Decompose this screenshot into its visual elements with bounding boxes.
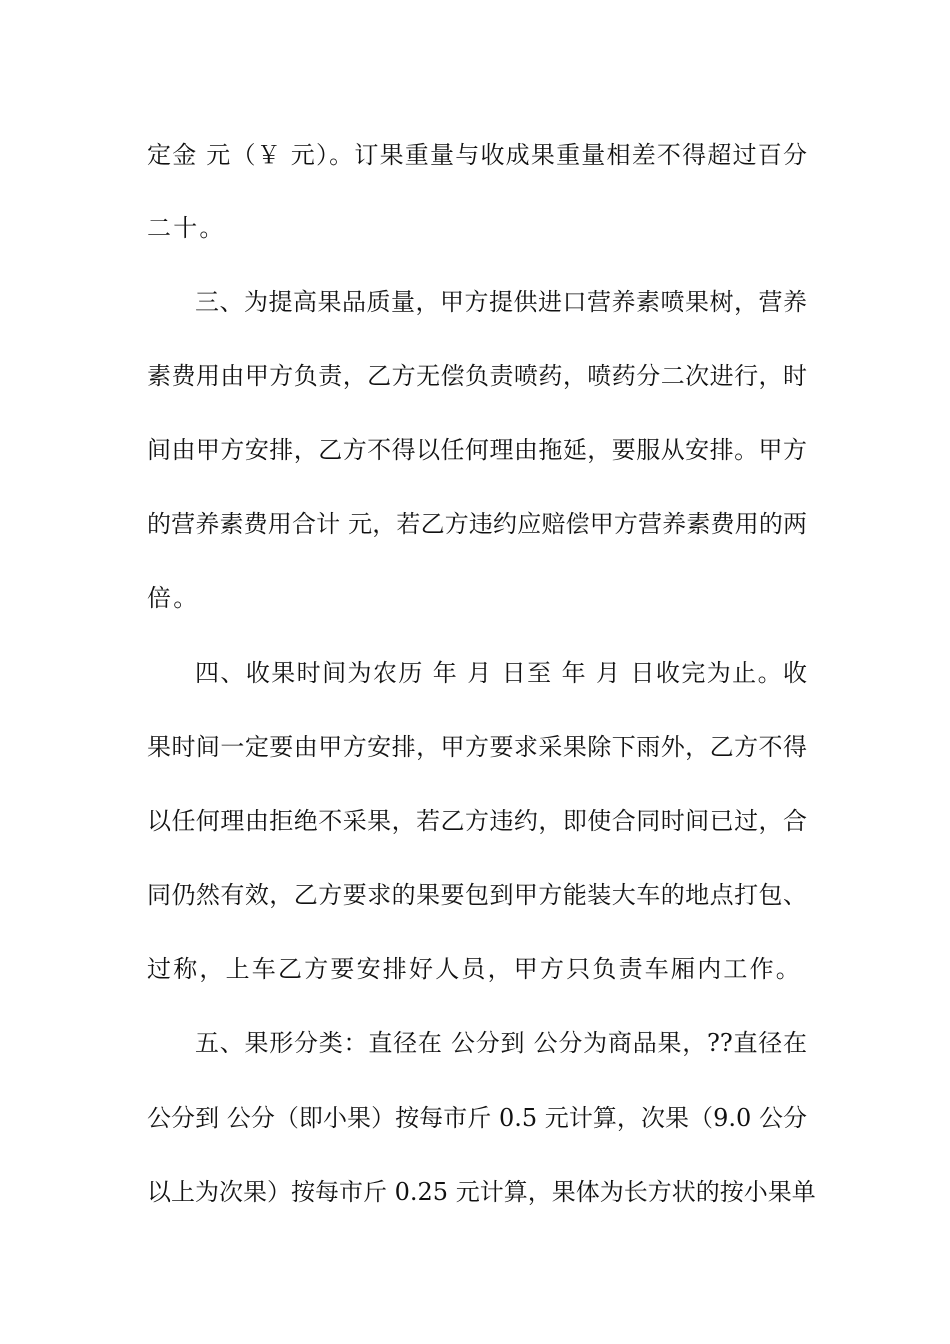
text-line: 素费用由甲方负责，乙方无偿负责喷药，喷药分二次进行，时 xyxy=(147,362,807,390)
paragraph-start-line: 四、收果时间为农历 年 月 日至 年 月 日收完为止。收 xyxy=(195,659,807,687)
text-line: 以任何理由拒绝不采果，若乙方违约，即使合同时间已过，合 xyxy=(147,807,807,835)
text-line: 公分到 公分（即小果）按每市斤 0.5 元计算，次果（9.0 公分 xyxy=(147,1104,807,1132)
text-line: 以上为次果）按每市斤 0.25 元计算，果体为长方状的按小果单 xyxy=(147,1178,816,1206)
text-line: 过称，上车乙方要安排好人员，甲方只负责车厢内工作。 xyxy=(147,955,802,983)
text-line: 倍。 xyxy=(147,584,200,612)
text-line: 的营养素费用合计 元，若乙方违约应赔偿甲方营养素费用的两 xyxy=(147,510,807,538)
text-line: 定金 元（￥ 元）。订果重量与收成果重量相差不得超过百分 xyxy=(147,141,807,169)
text-line: 果时间一定要由甲方安排，甲方要求采果除下雨外，乙方不得 xyxy=(147,733,807,761)
text-line: 间由甲方安排，乙方不得以任何理由拖延，要服从安排。甲方 xyxy=(147,436,807,464)
text-line: 二十。 xyxy=(147,214,226,242)
paragraph-start-line: 三、为提高果品质量，甲方提供进口营养素喷果树，营养 xyxy=(195,288,807,316)
paragraph-start-line: 五、果形分类：直径在 公分到 公分为商品果，??直径在 xyxy=(195,1029,807,1057)
text-line: 同仍然有效，乙方要求的果要包到甲方能装大车的地点打包、 xyxy=(147,881,807,909)
